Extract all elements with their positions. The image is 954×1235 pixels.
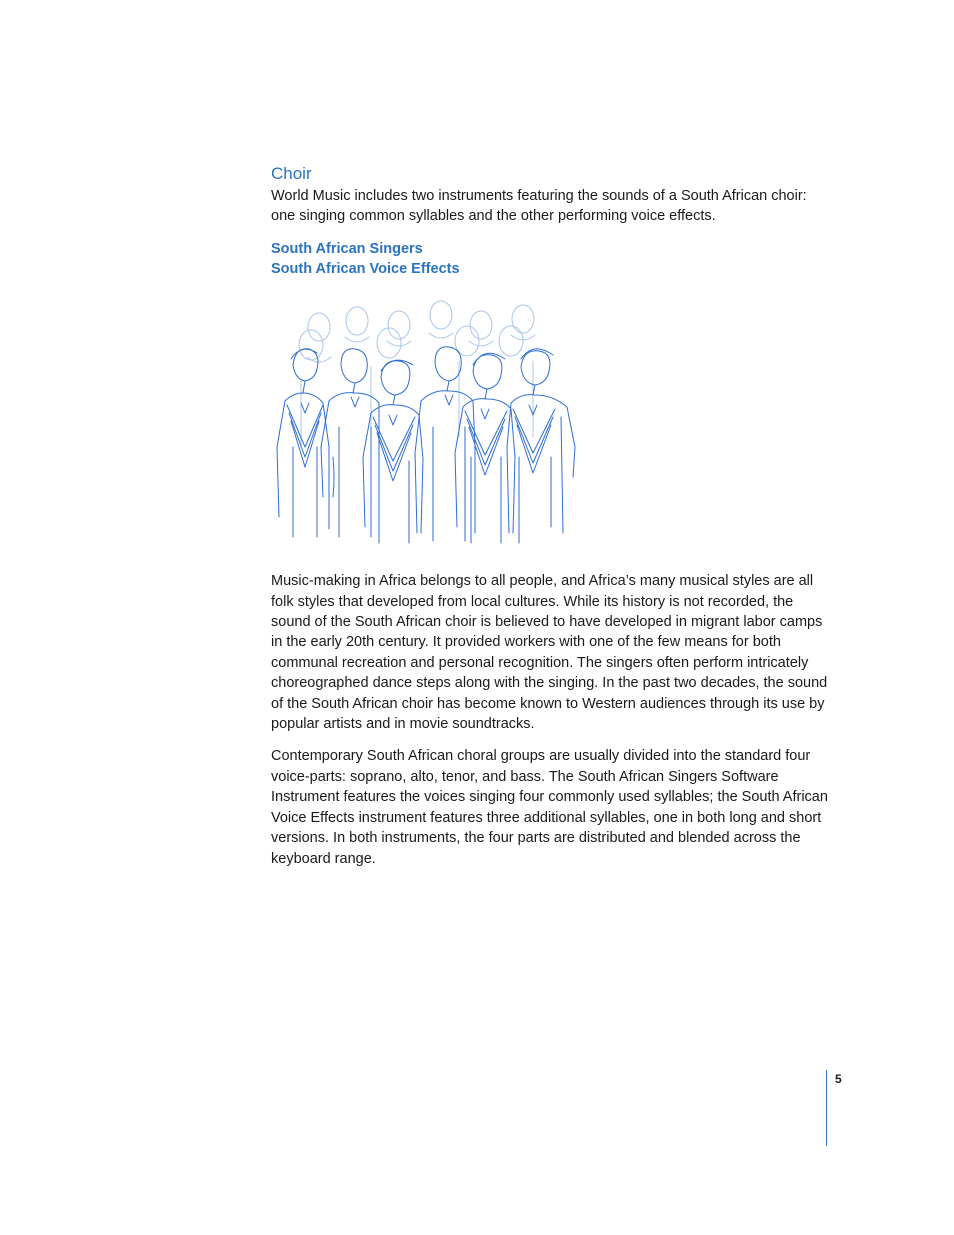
- singer-figure: [507, 349, 575, 543]
- body-paragraph-1: Music-making in Africa belongs to all people, and Africa’s many musical styles are all folk styles that developed from local cultures. While its history is not recorded, the sound of the South African choir is believed to have developed in migrant labor camps in the early 20th century. It provided workers with one of the few means for both communal recreation and personal recognition. The singers often perform intricately choreographed dance steps along with the singing. In the past two decades, the sound of the South African choir has become known to Western audiences through its use by popular artists and in movie soundtracks.: [271, 573, 828, 733]
- singer-figure: [363, 360, 423, 543]
- singer-figure: [321, 349, 379, 537]
- singer-figure: [277, 349, 329, 537]
- instrument-list: [271, 239, 831, 279]
- footer-rule: [826, 1070, 827, 1146]
- link-south-african-singers[interactable]: South African Singers: [271, 240, 423, 257]
- page-number: 5: [835, 1072, 842, 1086]
- body-paragraph-2: Contemporary South African choral groups are usually divided into the standard four voice-parts: soprano, alto, tenor, and bass. The South African Singers Software Instrument features the voices singing four commonly used syllables; the South African Voice Effects instrument features three additional syllables, one in both long and short versions. In both instruments, the four parts are distributed and blended across the keyboard range.: [271, 748, 828, 867]
- singer-figure: [415, 347, 475, 541]
- intro-paragraph: World Music includes two instruments featuring the sounds of a South African choir: one singing common syllables and the other performing voice effects.: [271, 188, 807, 225]
- section-title: Choir: [271, 164, 312, 183]
- page-content: [271, 160, 831, 869]
- singer-figure: [455, 353, 515, 543]
- choir-illustration: [271, 297, 591, 557]
- link-south-african-voice-effects[interactable]: South African Voice Effects: [271, 261, 460, 278]
